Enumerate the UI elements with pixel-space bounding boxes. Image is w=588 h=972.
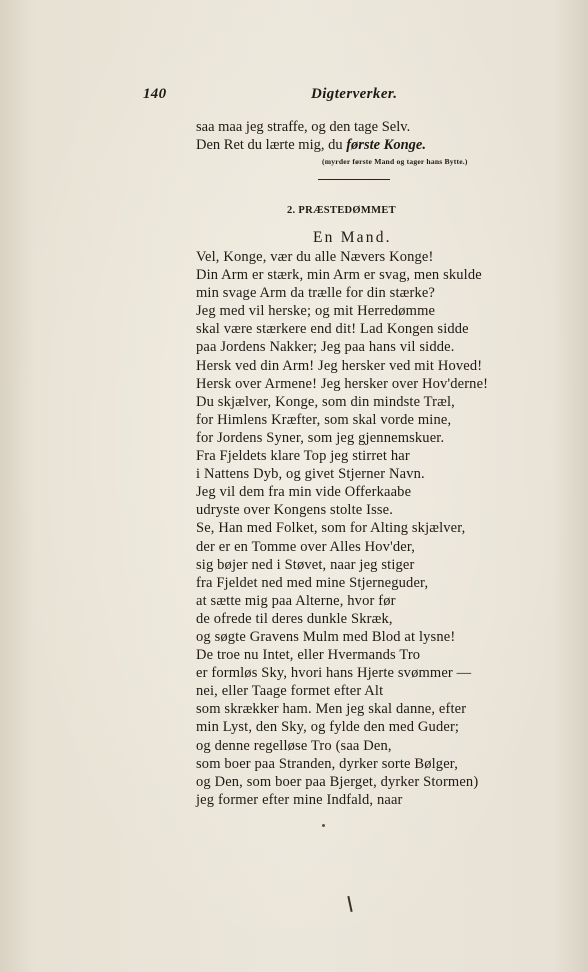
verse-line: at sætte mig paa Alterne, hvor før [196, 592, 396, 609]
verse-line: og søgte Gravens Mulm med Blod at lysne! [196, 628, 456, 645]
verse-line [196, 136, 426, 154]
verse-line: der er en Tomme over Alles Hov'der, [196, 538, 416, 555]
pencil-mark [347, 896, 352, 912]
verse-line: paa Jordens Nakker; Jeg paa hans vil sidde. [196, 339, 455, 356]
verse-line: Vel, Konge, vær du alle Nævers Konge! [196, 249, 434, 265]
verse-line: saa maa jeg straffe, og den tage Selv. [196, 119, 411, 135]
ink-speck [322, 824, 325, 827]
verse-line-plain: Den Ret du lærte mig, du [196, 137, 347, 154]
verse-line: Hersk ved din Arm! Jeg hersker ved mit Hoved! [196, 357, 483, 374]
verse-line: jeg former efter mine Indfald, naar [196, 791, 403, 808]
verse-line: Jeg med vil herske; og mit Herredømme [196, 303, 436, 320]
verse-line: som skrækker ham. Men jeg skal danne, efter [196, 701, 467, 718]
verse-line: for Jordens Syner, som jeg gjennemskuer. [196, 429, 445, 446]
section-heading: 2. PRÆSTEDØMMET [287, 205, 396, 216]
verse-line: og Den, som boer paa Bjerget, dyrker Stormen) [196, 773, 479, 790]
verse-line: de ofrede til deres dunkle Skræk, [196, 610, 393, 627]
verse-line: for Himlens Kræfter, som skal vorde mine, [196, 411, 452, 428]
stage-direction: (myrder første Mand og tager hans Bytte.) [322, 157, 468, 166]
section-divider [318, 179, 390, 180]
running-head: Digterverker. [311, 86, 398, 102]
verse-line: sig bøjer ned i Støvet, naar jeg stiger [196, 556, 415, 573]
verse-line: Jeg vil dem fra min vide Offerkaabe [196, 484, 412, 501]
verse-line: min svage Arm da trælle for din stærke? [196, 285, 436, 302]
verse-line: min Lyst, den Sky, og fylde den med Guder; [196, 719, 460, 736]
verse-line: Se, Han med Folket, som for Alting skjælver, [196, 520, 466, 537]
verse-block [196, 248, 488, 809]
verse-line: Hersk over Armene! Jeg hersker over Hov'derne! [196, 375, 489, 392]
verse-line: Fra Fjeldets klare Top jeg stirret har [196, 448, 410, 465]
speaker-name: En Mand. [313, 229, 392, 246]
page-number: 140 [143, 86, 167, 102]
verse-line: som boer paa Stranden, dyrker sorte Bølger, [196, 755, 458, 772]
verse-line: Din Arm er stærk, min Arm er svag, men skulde [196, 267, 482, 284]
verse-line: nei, eller Taage formet efter Alt [196, 683, 384, 700]
verse-line: er formløs Sky, hvori hans Hjerte svømmer — [196, 665, 472, 682]
verse-line: og denne regelløse Tro (saa Den, [196, 737, 392, 754]
intro-verse [196, 118, 426, 154]
verse-line: fra Fjeldet ned med mine Stjerneguder, [196, 574, 429, 591]
verse-line: skal være stærkere end dit! Lad Kongen sidde [196, 321, 469, 338]
verse-line: i Nattens Dyb, og givet Stjerner Navn. [196, 466, 425, 483]
verse-line: udryste over Kongens stolte Isse. [196, 502, 394, 519]
emphasized-text: første Konge. [346, 137, 426, 154]
verse-line: Du skjælver, Konge, som din mindste Træl, [196, 393, 455, 410]
verse-line: De troe nu Intet, eller Hvermands Tro [196, 647, 421, 664]
